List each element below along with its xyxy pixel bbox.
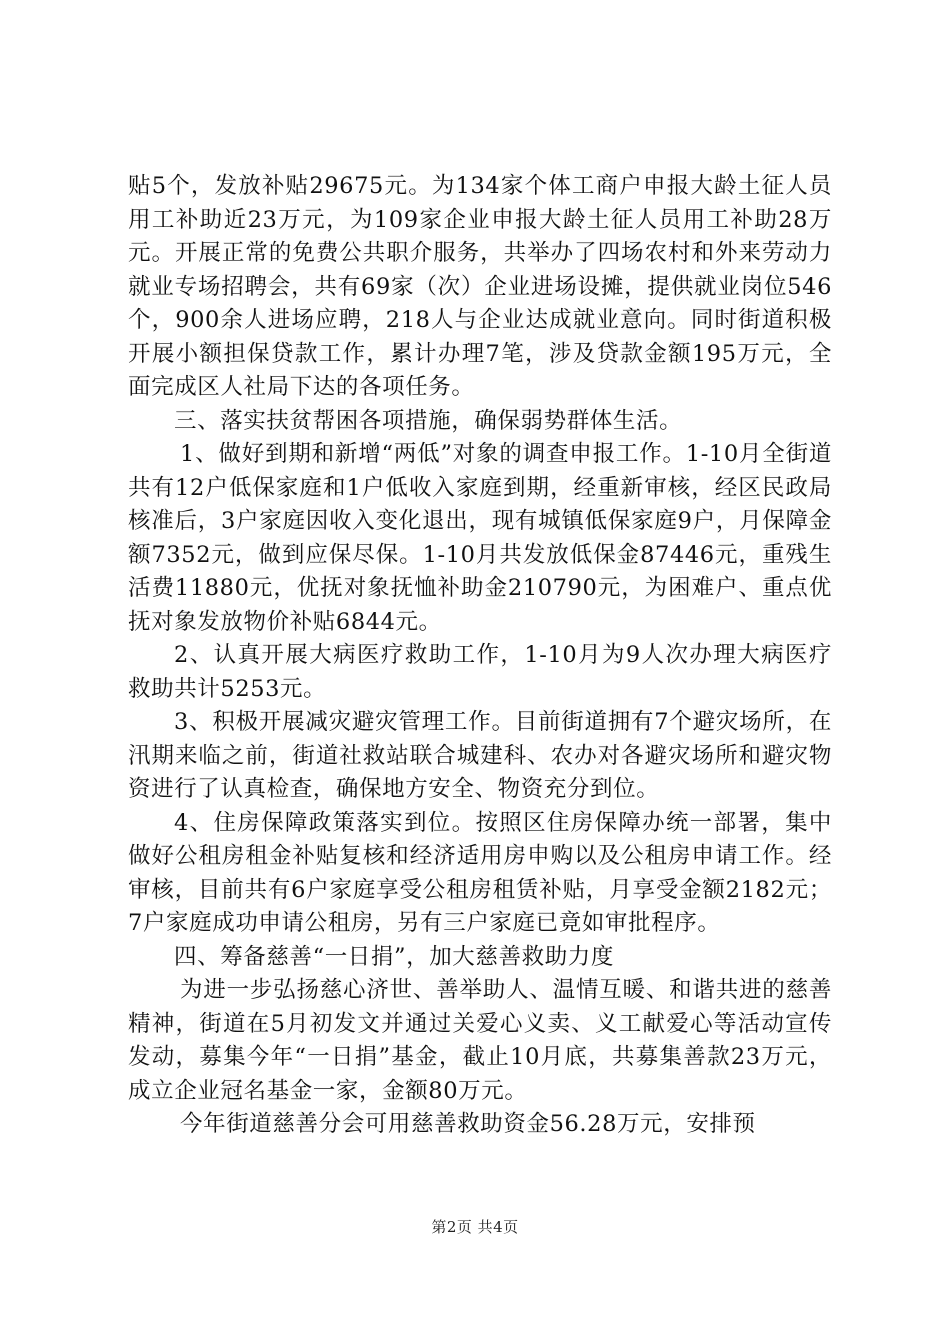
document-body (128, 170, 832, 1142)
paragraph-disaster-management: 3、积极开展减灾避灾管理工作。目前街道拥有7个避灾场所，在汛期来临之前，街道社救站联合城建科、农办对各避灾场所和避灾物资进行了认真检查，确保地方安全、物资充分到位。 (128, 709, 832, 802)
paragraph-charity-fundraising: 为进一步弘扬慈心济世、善举助人、温情互暖、和谐共进的慈善精神，街道在5月初发文并通过关爱心义卖、义工献爱心等活动宣传发动，募集今年“一日捐”基金，截止10月底，共募集善款23万元，成立企业冠名基金一家，金额80万元。 (128, 977, 832, 1104)
section-heading-poverty-relief: 三、落实扶贫帮困各项措施，确保弱势群体生活。 (174, 407, 683, 434)
page-footer: 第2页 共4页 (431, 1218, 519, 1236)
section-heading-charity: 四、筹备慈善“一日捐”，加大慈善救助力度 (174, 943, 615, 970)
paragraph-medical-aid: 2、认真开展大病医疗救助工作，1-10月为9人次办理大病医疗救助共计5253元。 (128, 642, 832, 702)
paragraph-low-income-survey: 1、做好到期和新增“两低”对象的调查申报工作。1-10月全街道共有12户低保家庭和1户低收入家庭到期，经重新审核，经区民政局核准后，3户家庭因收入变化退出，现有城镇低保家庭9户，月保障金额7352元，做到应保尽保。1-10月共发放低保金87446元，重残生活费11880元，优抚对象抚恤补助金210790元，为困难户、重点优抚对象发放物价补贴6844元。 (128, 441, 832, 635)
paragraph-employment-subsidies: 贴5个，发放补贴29675元。为134家个体工商户申报大龄土征人员用工补助近23万元，为109家企业申报大龄土征人员用工补助28万元。开展正常的免费公共职介服务，共举办了四场农村和外来劳动力就业专场招聘会，共有69家（次）企业进场设摊，提供就业岗位546个，900余人进场应聘，218人与企业达成就业意向。同时街道积极开展小额担保贷款工作，累计办理7笔，涉及贷款金额195万元，全面完成区人社局下达的各项任务。 (128, 173, 832, 400)
paragraph-charity-funds: 今年街道慈善分会可用慈善救助资金56.28万元，安排预 (180, 1111, 756, 1137)
paragraph-housing-security: 4、住房保障政策落实到位。按照区住房保障办统一部署，集中做好公租房租金补贴复核和经济适用房申购以及公租房申请工作。经审核，目前共有6户家庭享受公租房租赁补贴，月享受金额2182元；7户家庭成功申请公租房，另有三户家庭已竟如审批程序。 (128, 809, 832, 936)
